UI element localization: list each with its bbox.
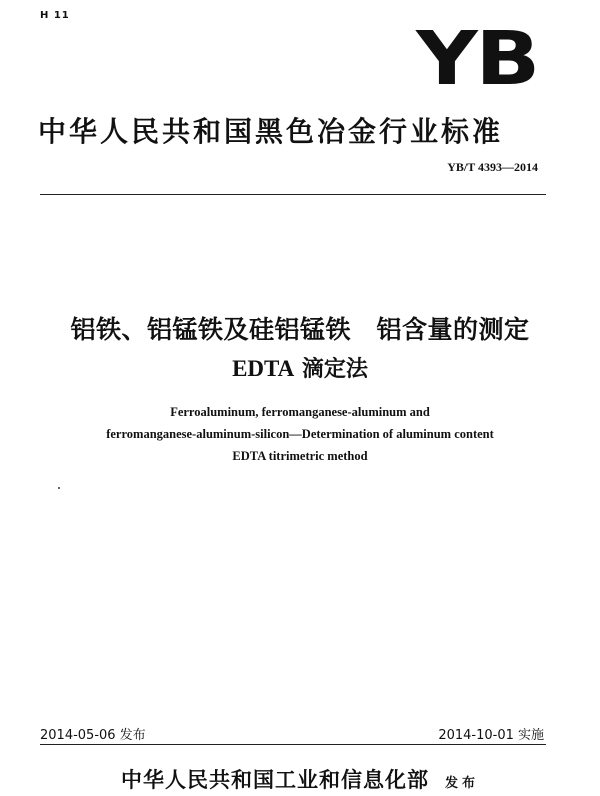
issue-date: 2014-05-06 发布 <box>40 728 146 743</box>
english-title-line-3: EDTA titrimetric method <box>232 449 368 463</box>
standard-number: YB/T 4393—2014 <box>447 160 538 174</box>
issuer-line <box>0 764 600 794</box>
chinese-title-line-1: 铝铁、铝锰铁及硅铝锰铁 铝含量的测定 <box>70 315 530 344</box>
implementation-date: 2014-10-01 实施 <box>438 728 544 743</box>
chinese-title-method: 滴定法 <box>294 357 368 382</box>
issuer-name: 中华人民共和国工业和信息化部 <box>120 767 429 792</box>
standard-category-title: 中华人民共和国黑色冶金行业标准 <box>38 115 504 148</box>
english-title-line-1: Ferroaluminum, ferromanganese-aluminum and <box>170 405 430 419</box>
chinese-title-line-2 <box>0 352 600 383</box>
english-title-line-2: ferromanganese-aluminum-silicon—Determination of aluminum content <box>106 427 494 441</box>
header-divider <box>40 194 546 195</box>
chinese-title-method-abbrev: EDTA <box>232 356 295 381</box>
issuer-suffix: 发布 <box>444 776 479 791</box>
yb-logo: YB <box>416 16 538 102</box>
ics-code: H 11 <box>40 10 70 21</box>
scan-speck <box>58 487 60 489</box>
footer-divider <box>40 744 546 745</box>
